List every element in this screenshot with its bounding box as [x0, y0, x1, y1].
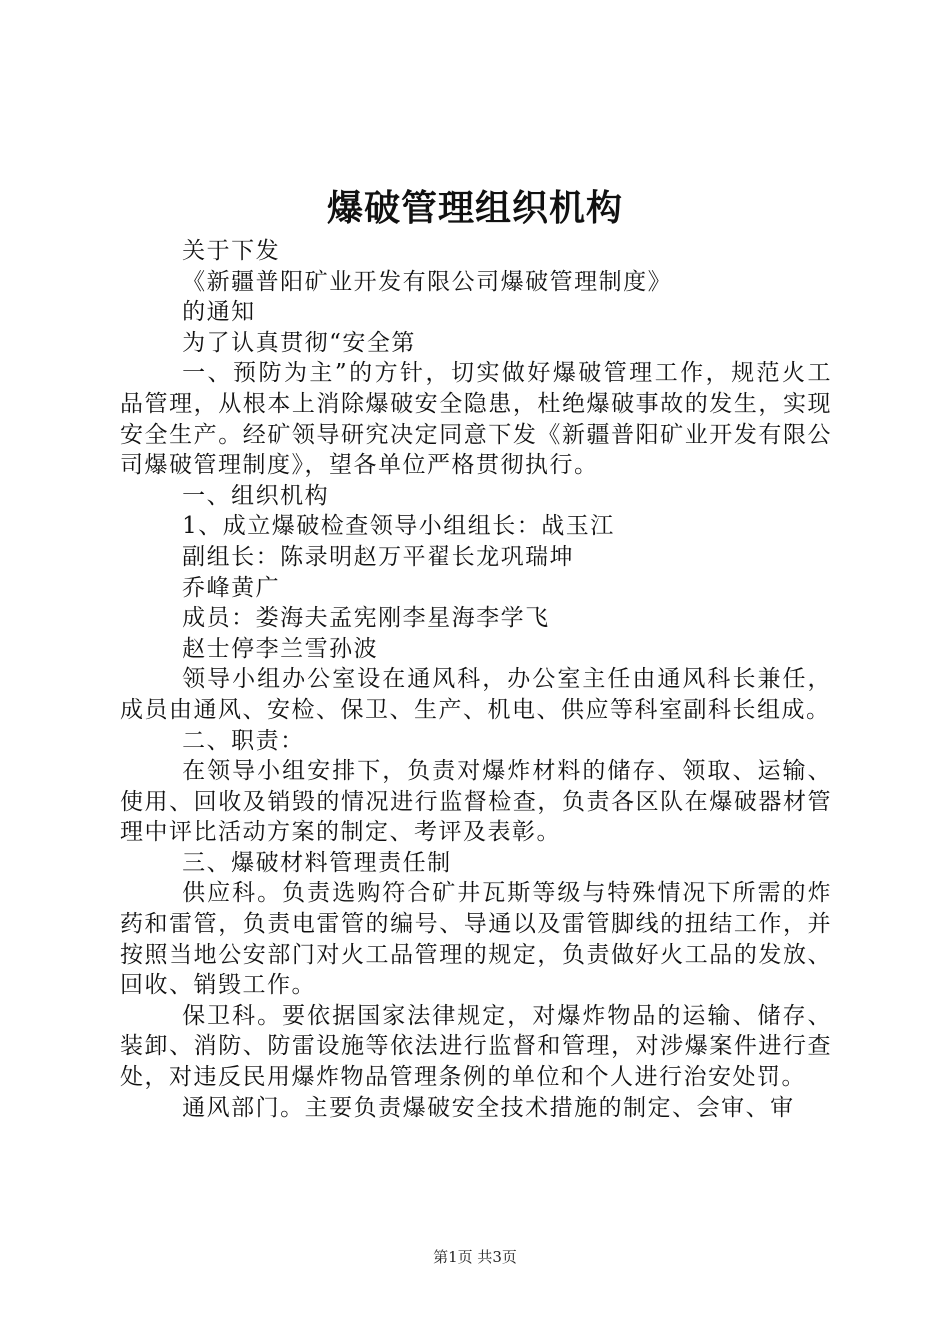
paragraph-notice-heading-1: 关于下发: [182, 238, 281, 264]
paragraph-leader: 1、成立爆破检查领导小组组长：战玉江: [182, 513, 615, 540]
paragraph-notice-heading-2: 《新疆普阳矿业开发有限公司爆破管理制度》: [182, 268, 673, 295]
document-body: [120, 236, 832, 1123]
paragraph-office: 领导小组办公室设在通风科，办公室主任由通风科长兼任，成员由通风、安检、保卫、生产、机电、供应等科室副科长组成。: [120, 666, 832, 723]
paragraph-notice-heading-3: 的通知: [182, 299, 256, 326]
paragraph-intro-2: 一、预防为主”的方针，切实做好爆破管理工作，规范火工品管理，从根本上消除爆破安全隐患，杜绝爆破事故的发生，实现安全生产。经矿领导研究决定同意下发《新疆普阳矿业开发有限公司爆破管理制度》，望各单位严格贯彻执行。: [120, 360, 832, 479]
page-number-footer: 第1页 共3页: [433, 1248, 517, 1266]
document-title: 爆破管理组织机构: [326, 187, 623, 229]
paragraph-deputy-leaders-1: 副组长：陈录明赵万平翟长龙巩瑞坤: [182, 543, 575, 570]
section-heading-organization: 一、组织机构: [182, 482, 330, 509]
paragraph-intro-1: 为了认真贯彻“安全第: [182, 329, 416, 356]
section-heading-duties: 二、职责：: [182, 727, 305, 754]
paragraph-members-2: 赵士停李兰雪孙波: [182, 635, 379, 662]
paragraph-supply-dept: 供应科。负责选购符合矿井瓦斯等级与特殊情况下所需的炸药和雷管，负责电雷管的编号、导通以及雷管脚线的扭结工作，并按照当地公安部门对火工品管理的规定，负责做好火工品的发放、回收、销毁工作。: [120, 880, 832, 999]
paragraph-members-1: 成员：娄海夫孟宪刚李星海李学飞: [182, 605, 550, 632]
paragraph-deputy-leaders-2: 乔峰黄广: [182, 574, 281, 601]
section-heading-responsibility: 三、爆破材料管理责任制: [182, 849, 452, 876]
paragraph-ventilation-dept: 通风部门。主要负责爆破安全技术措施的制定、会审、审: [182, 1094, 795, 1121]
paragraph-duties: 在领导小组安排下，负责对爆炸材料的储存、领取、运输、使用、回收及销毁的情况进行监督检查，负责各区队在爆破器材管理中评比活动方案的制定、考评及表彰。: [120, 758, 832, 846]
paragraph-security-dept: 保卫科。要依据国家法律规定，对爆炸物品的运输、储存、装卸、消防、防雷设施等依法进行监督和管理，对涉爆案件进行查处，对违反民用爆炸物品管理条例的单位和个人进行治安处罚。: [120, 1002, 832, 1091]
